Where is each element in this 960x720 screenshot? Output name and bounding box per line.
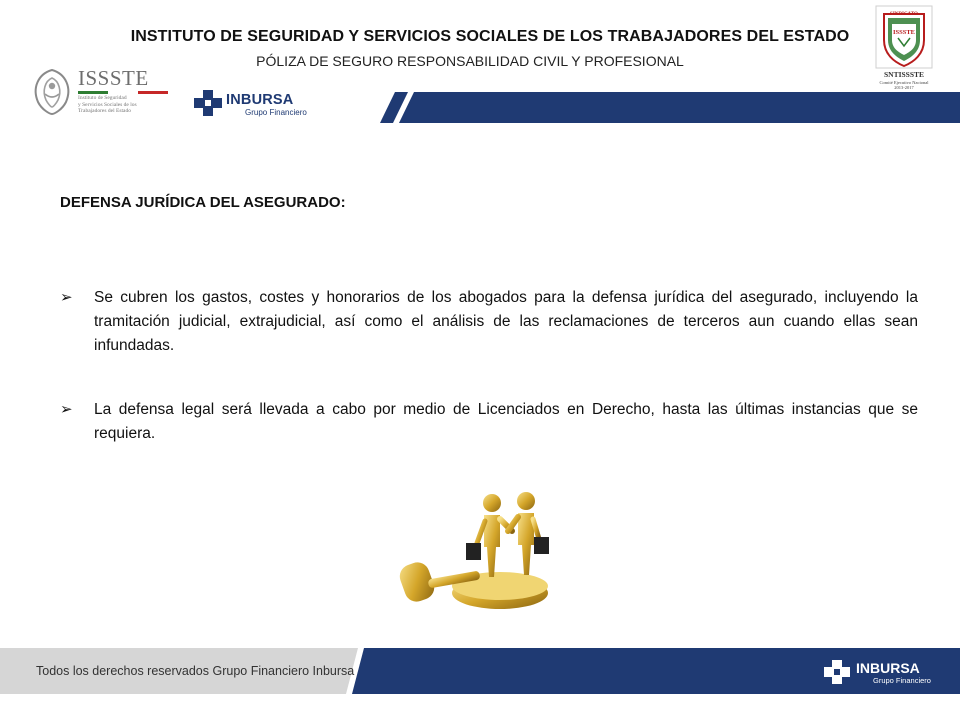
inbursa-cross-icon bbox=[192, 88, 224, 118]
issste-wordmark: ISSSTE bbox=[78, 66, 149, 90]
inbursa-footer-logo bbox=[820, 656, 950, 690]
list-item-text: La defensa legal será llevada a cabo por medio de Licenciados en Derecho, hasta las últimas instancias que se requiera. bbox=[94, 401, 918, 442]
sntissste-tagline: Comité Ejecutivo Nacional 2013-2017 bbox=[879, 80, 929, 90]
list-item bbox=[60, 398, 918, 446]
issste-caption: Instituto de Seguridad y Servicios Sociales de los Trabajadores del Estado bbox=[78, 95, 137, 114]
footer-copyright: Todos los derechos reservados Grupo Financiero Inbursa bbox=[36, 664, 355, 678]
section-title: DEFENSA JURÍDICA DEL ASEGURADO: bbox=[60, 194, 346, 211]
inbursa-sub: Grupo Financiero bbox=[245, 108, 307, 117]
list-item bbox=[60, 286, 918, 358]
inbursa-footer-sub: Grupo Financiero bbox=[873, 676, 931, 685]
handshake-gavel-illustration-icon bbox=[390, 485, 560, 625]
inbursa-wordmark: INBURSA bbox=[226, 92, 294, 108]
svg-text:SINDICATO: SINDICATO bbox=[890, 12, 918, 17]
bullet-arrow-icon: ➢ bbox=[60, 289, 73, 306]
sntissste-logo bbox=[872, 4, 936, 94]
inbursa-header-logo bbox=[190, 86, 330, 122]
list-item-text: Se cubren los gastos, costes y honorarios de los abogados para la defensa jurídica del asegurado, incluyendo la tramitación judicial, extrajudicial, así como el análisis de las reclamaciones de terceros aun cuando ellas sean infundadas. bbox=[94, 289, 918, 354]
issste-emblem-icon bbox=[28, 66, 76, 118]
issste-logo bbox=[28, 66, 158, 122]
bullet-arrow-icon: ➢ bbox=[60, 401, 73, 418]
sntissste-shield-icon bbox=[872, 4, 936, 70]
sntissste-name: SNTISSSTE bbox=[883, 70, 925, 79]
issste-tricolor-rule bbox=[78, 91, 168, 94]
inbursa-footer-wordmark: INBURSA bbox=[856, 660, 920, 676]
inbursa-cross-icon bbox=[822, 658, 852, 686]
page-subtitle: PÓLIZA DE SEGURO RESPONSABILIDAD CIVIL Y PROFESIONAL bbox=[256, 53, 684, 69]
page-title: INSTITUTO DE SEGURIDAD Y SERVICIOS SOCIALES DE LOS TRABAJADORES DEL ESTADO bbox=[130, 28, 850, 45]
svg-text:ISSSTE: ISSSTE bbox=[892, 29, 916, 36]
